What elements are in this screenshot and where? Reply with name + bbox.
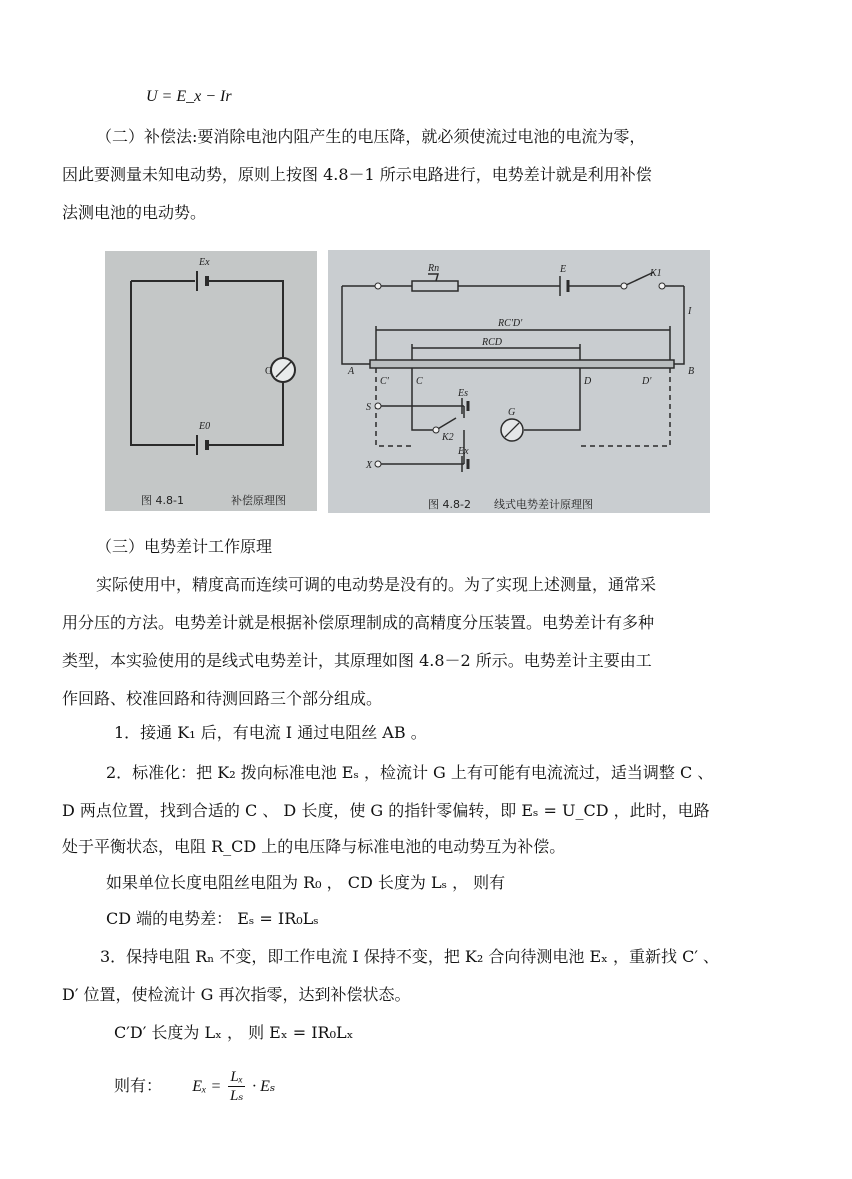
terminal — [659, 283, 665, 289]
paragraph-line: 类型，本实验使用的是线式电势差计，其原理如图 4.8－2 所示。电势差计主要由工 — [62, 651, 652, 670]
figure-1-caption-number: 图 4.8-1 — [141, 494, 184, 507]
label-k2: K2 — [442, 432, 454, 443]
label-rn: Rn — [428, 263, 440, 274]
paragraph-line: 作回路、校准回路和待测回路三个部分组成。 — [62, 689, 383, 708]
label-c-prime: C' — [380, 376, 389, 387]
rheostat-rn — [412, 281, 458, 291]
figure-1-circuit — [105, 251, 317, 511]
result-fraction — [228, 1068, 245, 1105]
step-3-line: D′ 位置，使检流计 G 再次指零，达到补偿状态。 — [62, 985, 411, 1004]
figure-2-caption-number: 图 4.8-2 — [428, 498, 471, 511]
wire — [209, 281, 283, 357]
result-formula — [114, 1068, 275, 1112]
figure-linear-potentiometer — [328, 250, 710, 513]
fraction-denominator: Lₛ — [230, 1088, 244, 1104]
result-prefix: 则有： — [114, 1076, 163, 1095]
label-k1: K1 — [650, 268, 662, 279]
step-2-line: D 两点位置，找到合适的 C 、 D 长度，使 G 的指针零偏转，即 Eₛ = U_CD ，此时，电路 — [62, 801, 710, 820]
wire — [524, 368, 580, 430]
section-heading: （三）电势差计工作原理 — [96, 537, 273, 556]
wire — [342, 286, 370, 364]
paragraph-line: 法测电池的电动势。 — [62, 203, 207, 222]
label-e0: E0 — [199, 421, 211, 432]
label-e: E — [560, 264, 567, 275]
paragraph-line: 用分压的方法。电势差计就是根据补偿原理制成的高精度分压装置。电势差计有多种 — [62, 613, 655, 632]
paragraph-line: 实际使用中，精度高而连续可调的电动势是没有的。为了实现上述测量，通常采 — [96, 575, 657, 594]
figure-2-caption-title: 线式电势差计原理图 — [494, 498, 593, 511]
terminal — [621, 283, 627, 289]
label-d: D — [584, 376, 592, 387]
rheostat-slider — [428, 274, 438, 281]
step-2-line: 处于平衡状态，电阻 R_CD 上的电压降与标准电池的电动势互为补偿。 — [62, 837, 566, 856]
result-lhs: Eₓ = — [192, 1078, 222, 1095]
label-d-prime: D' — [642, 376, 652, 387]
terminal-k2 — [433, 427, 439, 433]
paragraph-line: 因此要测量未知电动势，原则上按图 4.8－1 所示电路进行，电势差计就是利用补偿 — [62, 165, 652, 184]
label-g: G — [508, 407, 516, 418]
label-c: C — [416, 376, 423, 387]
paragraph-line: （二）补偿法:要消除电池内阻产生的电压降，就必须使流过电池的电流为零， — [96, 127, 646, 146]
label-ex: Ex — [458, 446, 469, 457]
label-es: Es — [458, 388, 468, 399]
terminal-x — [375, 461, 381, 467]
label-rcd: RCD — [482, 337, 502, 348]
terminal-s — [375, 403, 381, 409]
fraction-numerator: Lₓ — [230, 1069, 244, 1085]
wire — [209, 383, 283, 445]
step-2-line: 2．标准化：把 K₂ 拨向标准电池 Eₛ ，检流计 G 上有可能有电流流过，适当调整 C 、 — [106, 763, 714, 782]
result-rhs: · Eₛ — [252, 1078, 276, 1095]
label-i: I — [688, 306, 692, 317]
cd-emf-line: CD 端的电势差： Eₛ = IR₀Lₛ — [106, 909, 319, 928]
figure-1-caption-title: 补偿原理图 — [231, 494, 286, 507]
label-s: S — [366, 402, 371, 413]
label-b: B — [688, 366, 695, 377]
dashed-wire-d2 — [580, 368, 670, 446]
wire — [674, 286, 684, 364]
terminal — [375, 283, 381, 289]
figure-2-circuit — [328, 250, 710, 513]
step-1: 1．接通 K₁ 后，有电流 I 通过电阻丝 AB 。 — [114, 723, 427, 742]
wire — [131, 281, 195, 445]
step-3-line: 3．保持电阻 Rₙ 不变，即工作电流 I 保持不变，把 K₂ 合向待测电池 Eₓ ，重新找 C′ 、 — [100, 947, 720, 966]
label-g: G — [265, 366, 273, 377]
equation-terminal-voltage: U = E_x − Ir — [146, 88, 232, 105]
length-line: C′D′ 长度为 Lₓ ， 则 Eₓ = IR₀Lₓ — [114, 1023, 354, 1042]
label-x: X — [366, 460, 373, 471]
unit-length-line: 如果单位长度电阻丝电阻为 R₀ ， CD 长度为 Lₛ ， 则有 — [106, 873, 506, 892]
label-a: A — [348, 366, 355, 377]
figure-compensation-principle — [105, 251, 317, 511]
label-rcd2: RC'D' — [498, 318, 523, 329]
label-ex: Ex — [199, 257, 210, 268]
resistance-wire-ab — [370, 360, 674, 368]
